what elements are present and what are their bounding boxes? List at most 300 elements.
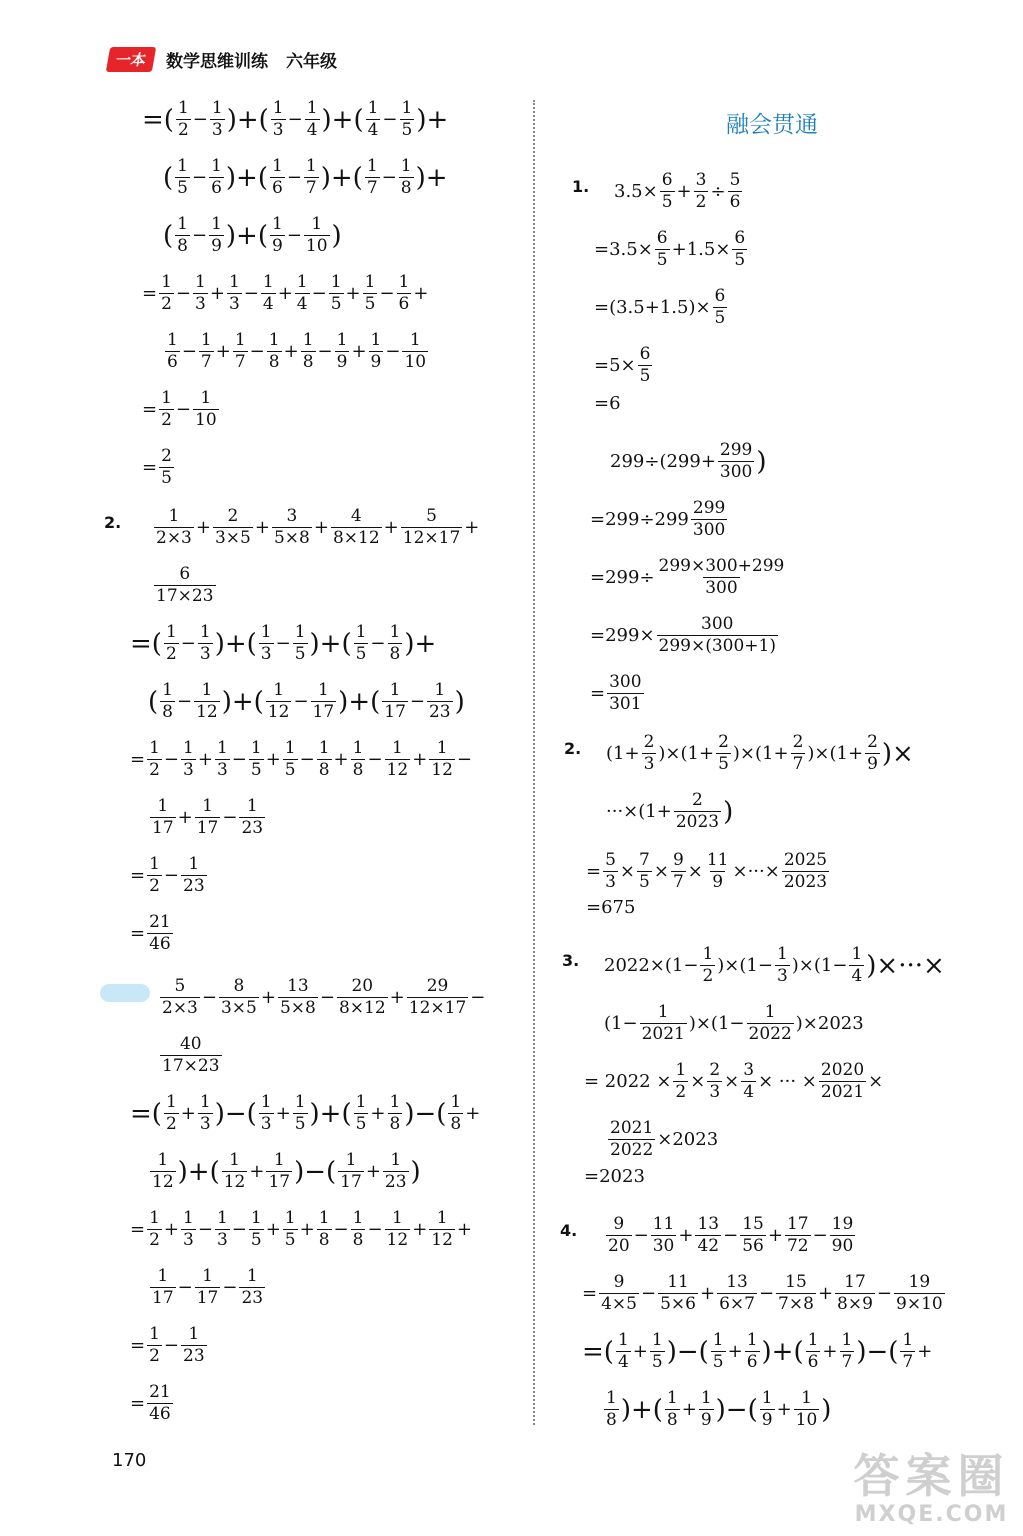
fraction [740, 1216, 766, 1255]
denominator: 2×3 [156, 528, 192, 548]
denominator: 23 [183, 876, 205, 896]
numerator: 6 [639, 344, 651, 364]
numerator: 1 [389, 622, 401, 642]
fraction [198, 1094, 213, 1133]
denominator: 5 [330, 294, 342, 314]
math-symbol: = [590, 682, 606, 704]
denominator: 2022 [748, 1024, 792, 1044]
math-symbol: − [470, 986, 486, 1008]
math-symbol: )×···× [866, 950, 945, 981]
numerator: 8 [233, 976, 245, 996]
numerator: 2 [692, 790, 703, 810]
fraction [651, 1216, 677, 1255]
math-symbol: − [367, 1218, 383, 1240]
equation-line [130, 624, 436, 663]
numerator: 1 [201, 680, 213, 700]
math-symbol: + [254, 516, 270, 538]
math-symbol: ···×(1+ [606, 800, 672, 822]
numerator: 1 [746, 1330, 758, 1350]
equation-line [602, 1390, 831, 1429]
math-symbol: ) [821, 1394, 832, 1425]
numerator: 1 [211, 156, 222, 176]
numerator: 7 [639, 850, 650, 870]
numerator: 6 [656, 228, 668, 248]
equation-line [142, 390, 221, 429]
numerator: 1 [294, 1092, 306, 1112]
numerator: 5 [174, 976, 186, 996]
math-symbol: − [293, 690, 309, 712]
numerator: 1 [183, 738, 194, 758]
denominator: 3 [709, 1082, 721, 1102]
numerator: 1 [851, 944, 863, 964]
denominator: 12 [267, 702, 290, 722]
denominator: 23 [241, 818, 264, 838]
denominator: 5 [639, 872, 650, 892]
denominator: 8 [352, 1230, 364, 1250]
math-symbol: + [389, 986, 405, 1008]
math-symbol: = [582, 1282, 598, 1304]
numerator: 1 [162, 680, 173, 700]
fraction [429, 1210, 455, 1249]
fraction [728, 172, 743, 211]
numerator: 1 [157, 796, 169, 816]
numerator: 1 [250, 1208, 262, 1228]
numerator: 1 [391, 738, 403, 758]
fraction [699, 1390, 714, 1429]
fraction [385, 1210, 411, 1249]
numerator: 1 [149, 1208, 160, 1228]
math-symbol: (1− [604, 1012, 638, 1034]
math-symbol: − [222, 1276, 238, 1298]
denominator: 3 [776, 966, 788, 986]
math-symbol: − [175, 398, 192, 420]
fraction [397, 274, 412, 313]
fraction [745, 1332, 760, 1371]
math-symbol: − [222, 806, 238, 828]
math-symbol: + [365, 1160, 381, 1182]
numerator: 1 [400, 156, 412, 176]
denominator: 5 [712, 1352, 724, 1372]
denominator: 3 [199, 1114, 211, 1134]
math-symbol: + [917, 1340, 933, 1362]
denominator: 72 [786, 1236, 809, 1256]
equation-line [610, 442, 767, 481]
fraction [147, 1384, 173, 1423]
math-symbol: + [464, 516, 480, 538]
numerator: 299×300+299 [658, 556, 785, 576]
fraction [694, 172, 709, 211]
numerator: 300 [701, 614, 734, 634]
numerator: 2 [718, 732, 729, 752]
math-symbol: =675 [586, 897, 636, 918]
math-symbol: )+( [320, 162, 363, 193]
fraction [311, 682, 337, 721]
numerator: 1 [246, 796, 258, 816]
denominator: 8 [606, 1410, 617, 1430]
equation-line [590, 558, 788, 597]
page-header [108, 44, 337, 74]
numerator: 1 [177, 156, 188, 176]
numerator: 1 [302, 330, 314, 350]
math-symbol: ( [163, 220, 174, 251]
fraction [337, 978, 388, 1017]
fraction [830, 1216, 856, 1255]
math-symbol: + [767, 1224, 783, 1246]
numerator: 1 [367, 98, 379, 118]
denominator: 20 [608, 1236, 630, 1256]
fraction [407, 978, 469, 1017]
denominator: 8×9 [837, 1294, 873, 1314]
numerator: 2025 [783, 850, 828, 870]
numerator: 1 [246, 1266, 258, 1286]
numerator: 1 [216, 738, 228, 758]
math-symbol: − [231, 1218, 247, 1240]
math-symbol: =299× [590, 624, 655, 646]
fraction [283, 740, 298, 779]
denominator: 3 [195, 294, 206, 314]
numerator: 1 [617, 1330, 629, 1350]
denominator: 5×8 [279, 998, 316, 1018]
math-symbol: − [201, 986, 217, 1008]
fraction [233, 332, 248, 371]
numerator: 1 [234, 330, 246, 350]
math-symbol: + [822, 1340, 838, 1362]
numerator: 1 [149, 854, 160, 874]
denominator: 4 [367, 120, 379, 140]
denominator: 17 [152, 1288, 174, 1308]
fraction [695, 1216, 721, 1255]
denominator: 12×17 [408, 998, 467, 1018]
numerator: 1 [168, 506, 180, 526]
math-symbol: − [175, 282, 192, 304]
denominator: 3 [216, 760, 228, 780]
watermark-site: MXQE.COM [854, 1502, 1009, 1527]
fraction [673, 1062, 688, 1101]
math-symbol: + [456, 1218, 473, 1240]
numerator: 1 [262, 272, 274, 292]
math-symbol: ( [148, 686, 159, 717]
numerator: 1 [272, 98, 284, 118]
numerator: 299 [692, 498, 726, 518]
problem-number: 1. [572, 177, 590, 196]
math-symbol: )×(1− [717, 954, 773, 976]
denominator: 5 [639, 366, 651, 386]
math-symbol: − [181, 340, 197, 362]
denominator: 10 [404, 352, 427, 372]
math-symbol: − [286, 224, 302, 246]
equation-line [584, 1168, 645, 1186]
math-symbol: + [163, 1218, 180, 1240]
fraction [181, 740, 196, 779]
math-symbol: − [177, 1276, 193, 1298]
denominator: 2 [675, 1082, 687, 1102]
fraction [849, 946, 864, 985]
denominator: 17 [312, 702, 335, 722]
math-symbol: + [275, 1102, 291, 1124]
math-symbol: + [678, 1224, 694, 1246]
denominator: 6×7 [719, 1294, 755, 1314]
fraction [427, 682, 453, 721]
numerator: 1 [355, 622, 367, 642]
fraction [249, 740, 264, 779]
denominator: 3 [643, 754, 655, 774]
math-symbol: + [632, 1340, 648, 1362]
math-symbol: + [299, 1218, 315, 1240]
math-symbol: + [180, 1102, 196, 1124]
equation-line [148, 798, 267, 837]
equation-line [158, 1036, 224, 1075]
page-number: 170 [112, 1450, 147, 1471]
math-symbol: − [333, 1218, 349, 1240]
fraction [181, 1326, 207, 1365]
numerator: 1 [450, 1092, 462, 1112]
numerator: 1 [651, 1330, 663, 1350]
fraction [261, 274, 276, 313]
denominator: 2 [149, 876, 160, 896]
denominator: 10 [305, 236, 328, 256]
numerator: 40 [179, 1034, 202, 1054]
fraction [249, 1210, 264, 1249]
math-symbol: = [130, 922, 146, 944]
equation-line [130, 914, 175, 953]
fraction [775, 946, 790, 985]
numerator: 1 [157, 1150, 169, 1170]
numerator: 1 [202, 796, 213, 816]
math-symbol: − [163, 748, 180, 770]
numerator: 1 [273, 1150, 285, 1170]
numerator: 1 [188, 1324, 200, 1344]
math-symbol: − [758, 1282, 775, 1304]
math-symbol: = [130, 748, 146, 770]
math-symbol: )+ [416, 104, 449, 135]
fraction [655, 230, 670, 269]
fraction [366, 100, 381, 139]
numerator: 1 [296, 272, 308, 292]
equation-line [590, 674, 646, 713]
math-symbol: )+( [309, 1098, 352, 1129]
fraction [222, 1152, 248, 1191]
book-title: 数学思维训练 [166, 51, 269, 72]
math-symbol: − [409, 690, 425, 712]
math-symbol: )+( [226, 104, 269, 135]
denominator: 5 [718, 754, 729, 774]
fraction [209, 216, 224, 255]
math-symbol: = [142, 282, 158, 304]
numerator: 1 [389, 680, 401, 700]
fraction [278, 978, 318, 1017]
numerator: 3 [743, 1060, 755, 1080]
denominator: 2 [695, 192, 707, 212]
numerator: 300 [609, 672, 642, 692]
fraction [165, 332, 180, 371]
fraction [209, 158, 224, 197]
fraction [271, 100, 286, 139]
fraction [147, 856, 162, 895]
numerator: 1 [355, 1092, 367, 1112]
numerator: 11 [652, 1214, 675, 1234]
numerator: 13 [697, 1214, 720, 1234]
denominator: 12 [386, 760, 409, 780]
denominator: 23 [183, 1346, 205, 1366]
equation-line [130, 1094, 480, 1133]
denominator: 5 [734, 250, 746, 270]
numerator: 1 [161, 272, 172, 292]
problem-number: 4. [560, 1221, 578, 1240]
fraction [193, 274, 208, 313]
denominator: 2021 [820, 1082, 865, 1102]
fraction [819, 1062, 866, 1101]
math-symbol: × [724, 1070, 740, 1092]
denominator: 9 [336, 352, 348, 372]
numerator: 1 [199, 622, 211, 642]
numerator: 1 [370, 330, 382, 350]
fraction [429, 740, 455, 779]
math-symbol: − [192, 108, 208, 130]
math-symbol: − [163, 1334, 180, 1356]
math-symbol: )+( [225, 220, 268, 251]
equation-line [148, 1268, 267, 1307]
fraction [293, 624, 308, 663]
math-symbol: − [311, 282, 327, 304]
math-symbol: ) [723, 796, 734, 827]
denominator: 17 [196, 1288, 219, 1308]
fraction [665, 1390, 680, 1429]
fraction [705, 852, 731, 891]
denominator: 3 [260, 1114, 272, 1134]
fraction [603, 852, 618, 891]
denominator: 7 [366, 178, 378, 198]
numerator: 9 [672, 850, 684, 870]
numerator: 1 [401, 98, 413, 118]
math-symbol: + [277, 282, 293, 304]
denominator: 17×23 [156, 586, 214, 606]
math-symbol: + [699, 1282, 716, 1304]
numerator: 1 [306, 98, 318, 118]
numerator: 1 [675, 1060, 687, 1080]
denominator: 2 [161, 294, 172, 314]
numerator: 5 [729, 170, 741, 190]
numerator: 1 [318, 738, 330, 758]
math-symbol: )+ [415, 162, 448, 193]
fraction [193, 390, 219, 429]
math-symbol: + [776, 1398, 792, 1420]
math-symbol: + [351, 340, 367, 362]
math-symbol: )−( [666, 1336, 709, 1367]
math-symbol: × [619, 860, 636, 882]
denominator: 3×5 [220, 998, 257, 1018]
fraction [301, 332, 316, 371]
fraction [270, 216, 285, 255]
denominator: 8 [318, 760, 330, 780]
denominator: 10 [795, 1410, 818, 1430]
denominator: 6 [211, 178, 222, 198]
denominator: 3 [605, 872, 616, 892]
denominator: 8 [302, 352, 314, 372]
fraction [640, 1004, 687, 1043]
denominator: 17 [196, 818, 219, 838]
numerator: 9 [613, 1214, 625, 1234]
denominator: 12×17 [402, 528, 461, 548]
numerator: 13 [287, 976, 309, 996]
math-symbol: )−( [856, 1336, 899, 1367]
fraction [219, 978, 259, 1017]
fraction [195, 1268, 221, 1307]
math-symbol: ) [410, 1156, 421, 1187]
denominator: 9 [211, 236, 222, 256]
fraction [716, 734, 731, 773]
denominator: 5 [355, 1114, 367, 1134]
equation-line [163, 158, 448, 197]
denominator: 23 [428, 702, 451, 722]
fraction [388, 1094, 403, 1133]
math-symbol: = [586, 860, 602, 882]
denominator: 4 [851, 966, 863, 986]
equation-line [142, 274, 428, 313]
denominator: 9×10 [896, 1294, 943, 1314]
math-symbol: )+( [309, 628, 352, 659]
fraction [147, 1326, 162, 1365]
fraction [599, 1274, 639, 1313]
fraction [900, 1332, 915, 1371]
math-symbol: )×2023 [795, 1012, 864, 1034]
math-symbol: )×(1− [791, 954, 848, 976]
fraction [317, 740, 332, 779]
numerator: 1 [841, 1330, 853, 1350]
math-symbol: − [176, 690, 193, 712]
numerator: 2021 [610, 1118, 654, 1138]
denominator: 7 [200, 352, 212, 372]
math-symbol: − [191, 224, 208, 246]
denominator: 7 [234, 352, 246, 372]
math-symbol: )+( [338, 686, 381, 717]
fraction [711, 1332, 726, 1371]
math-symbol: = [130, 1334, 146, 1356]
numerator: 17 [844, 1272, 866, 1292]
math-symbol: )+( [177, 1156, 220, 1187]
denominator: 2×3 [162, 998, 198, 1018]
denominator: 2 [165, 644, 177, 664]
equation-line [582, 1274, 947, 1313]
numerator: 1 [260, 622, 272, 642]
numerator: 1 [330, 272, 342, 292]
fraction [732, 230, 747, 269]
denominator: 7 [305, 178, 317, 198]
watermark-main: 答案圈 [853, 1449, 1010, 1503]
fraction [399, 158, 414, 197]
math-symbol: )+( [214, 628, 257, 659]
fraction [351, 740, 366, 779]
fraction [365, 158, 380, 197]
numerator: 1 [167, 330, 178, 350]
math-symbol: − [319, 986, 335, 1008]
numerator: 1 [273, 680, 285, 700]
numerator: 1 [391, 1208, 403, 1228]
math-symbol: − [191, 166, 208, 188]
numerator: 1 [776, 944, 788, 964]
math-symbol: =( [130, 1098, 162, 1129]
numerator: 1 [250, 738, 262, 758]
denominator: 12 [196, 702, 218, 722]
math-symbol: =299÷ [590, 566, 655, 588]
math-symbol: − [812, 1224, 828, 1246]
numerator: 1 [188, 854, 200, 874]
numerator: 1 [434, 680, 446, 700]
numerator: 1 [161, 388, 172, 408]
fraction [210, 100, 225, 139]
fraction [164, 1094, 179, 1133]
math-symbol: =6 [594, 393, 621, 414]
math-symbol: )−( [214, 1098, 257, 1129]
